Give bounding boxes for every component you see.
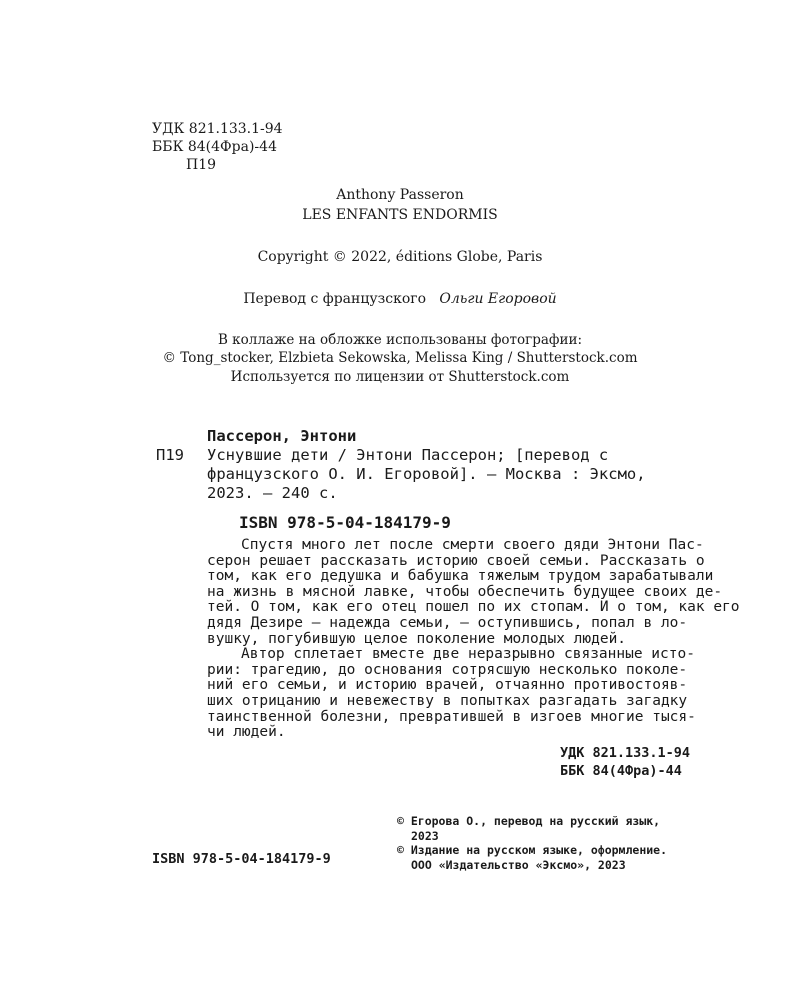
copyright-line: © Издание на русском языке, оформление. xyxy=(397,843,668,857)
annotation-line: ших отрицанию и невежеству в попытках разгадать загадку xyxy=(207,692,688,709)
annotation-line: серон решает рассказать историю своей семьи. Рассказать о xyxy=(207,552,705,569)
catalog-isbn: ISBN 978-5-04-184179-9 xyxy=(239,513,451,532)
catalog-description-line: французского О. И. Егоровой]. — Москва : Эксмо, xyxy=(207,465,646,483)
translator-name: Ольги Егоровой xyxy=(439,291,557,307)
catalog-description-line: 2023. — 240 с. xyxy=(207,484,338,502)
annotation-line: на жизнь в мясной лавке, чтобы обеспечить будущее своих де- xyxy=(207,583,723,600)
photo-credits-authors: © Tong_stocker, Elzbieta Sekowska, Melissa King / Shutterstock.com xyxy=(162,350,638,366)
bottom-udk: УДК 821.133.1-94 xyxy=(560,745,691,761)
translation-label: Перевод с французского xyxy=(243,291,427,307)
annotation-line: тей. О том, как его отец пошел по их стопам. И о том, как его xyxy=(207,599,740,616)
bbk-code: ББК 84(4Фра)-44 xyxy=(152,139,277,155)
photo-credits-license: Используется по лицензии от Shutterstock.com xyxy=(230,369,570,385)
copyright-line: ООО «Издательство «Эксмо», 2023 xyxy=(411,857,626,872)
udk-code: УДК 821.133.1-94 xyxy=(152,121,283,137)
author-mark: П19 xyxy=(186,157,217,173)
annotation-line: таинственной болезни, превратившей в изгоев многие тыся- xyxy=(207,708,696,725)
copyright-line: © Егорова О., перевод на русский язык, xyxy=(397,814,661,828)
annotation-line: вушку, погубившую целое поколение молодых людей. xyxy=(207,630,627,647)
annotation xyxy=(207,538,740,741)
catalog-heading: Пассерон, Энтони xyxy=(207,427,357,445)
translation-line xyxy=(0,290,800,308)
annotation-line: ний его семьи, и историю врачей, отчаянно противостояв- xyxy=(207,677,688,694)
catalog-mark: П19 xyxy=(156,446,184,464)
original-copyright: Copyright © 2022, éditions Globe, Paris xyxy=(257,249,543,265)
original-author: Anthony Passeron xyxy=(336,187,464,203)
annotation-line: Спустя много лет после смерти своего дяди Энтони Пас- xyxy=(241,537,704,553)
annotation-line: том, как его дедушка и бабушка тяжелым трудом зарабатывали xyxy=(207,568,714,585)
bottom-bbk: ББК 84(4Фра)-44 xyxy=(560,763,682,779)
original-title: LES ENFANTS ENDORMIS xyxy=(302,207,498,223)
annotation-line: Автор сплетает вместе две неразрывно связанные исто- xyxy=(241,646,695,663)
bottom-classification xyxy=(560,744,690,780)
catalog-description-line: Уснувшие дети / Энтони Пассерон; [перевод с xyxy=(207,446,609,464)
annotation-line: чи людей. xyxy=(207,724,286,741)
copyright-block xyxy=(397,814,667,872)
copyright-line: 2023 xyxy=(411,828,439,843)
footer-isbn: ISBN 978-5-04-184179-9 xyxy=(152,851,331,867)
photo-credits-intro: В коллаже на обложке использованы фотографии: xyxy=(217,332,583,348)
catalog-description xyxy=(207,446,646,503)
annotation-line: рии: трагедию, до основания сотрясшую несколько поколе- xyxy=(207,661,688,678)
annotation-line: дядя Дезире — надежда семьи, — оступившись, попал в ло- xyxy=(207,614,688,631)
